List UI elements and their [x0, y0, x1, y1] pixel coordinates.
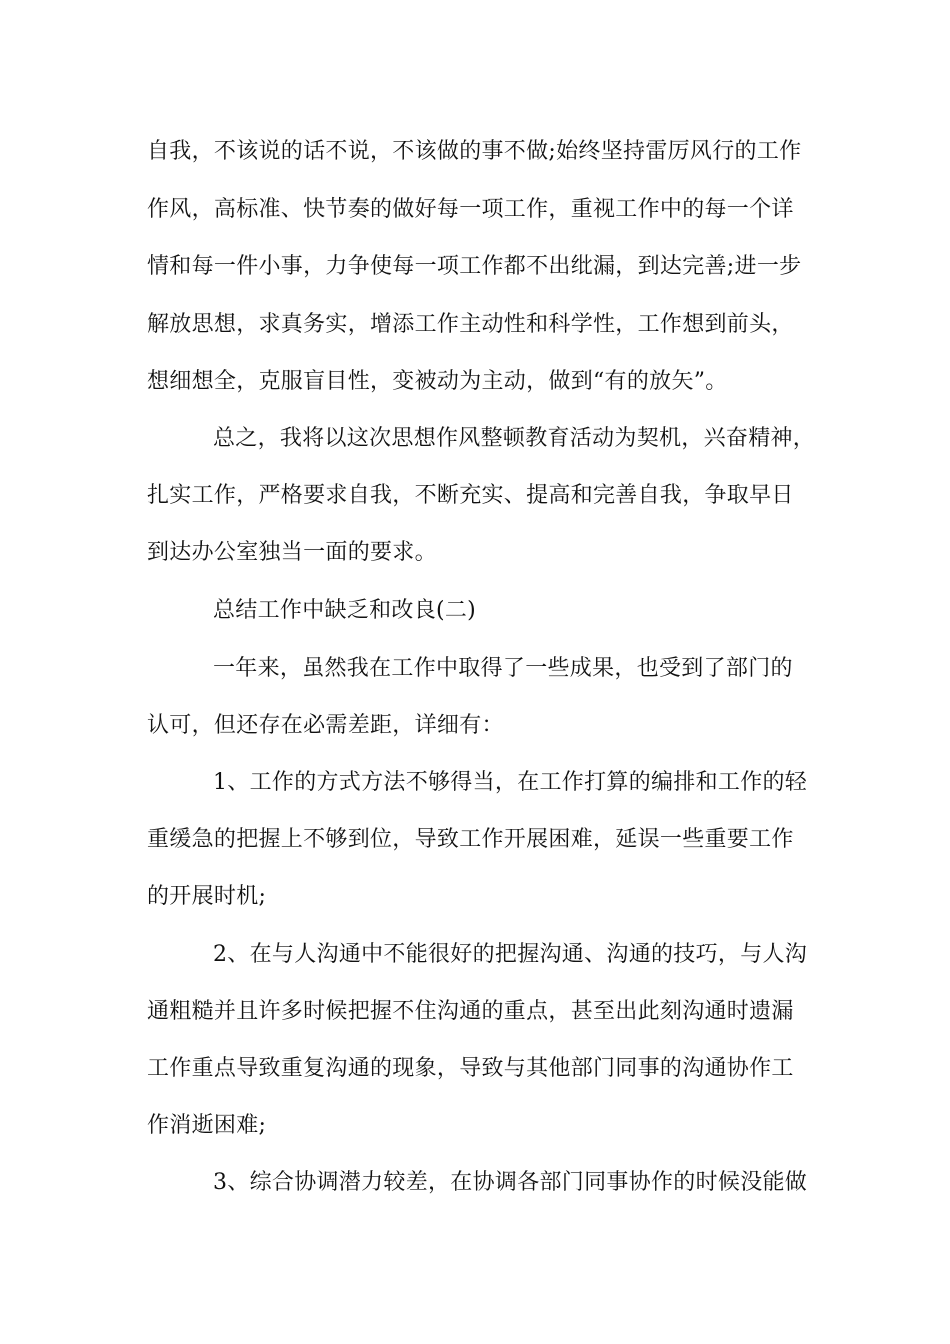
- paragraph-start: 一年来，虽然我在工作中取得了一些成果，也受到了部门的: [213, 656, 793, 681]
- text-line: 自我，不该说的话不说，不该做的事不做;始终坚持雷厉风行的工作: [147, 139, 802, 164]
- text-line: 作风，高标准、快节奏的做好每一项工作，重视工作中的每一个详: [147, 197, 794, 222]
- section-heading: 总结工作中缺乏和改良(二): [213, 598, 477, 623]
- paragraph-start: 总之，我将以这次思想作风整顿教育活动为契机，兴奋精神，: [213, 426, 816, 451]
- text-line: 解放思想，求真务实，增添工作主动性和科学性，工作想到前头，: [147, 312, 794, 337]
- text-line: 想细想全，克服盲目性，变被动为主动，做到“有的放矢”。: [147, 369, 728, 394]
- text-line: 扎实工作，严格要求自我，不断充实、提高和完善自我，争取早日: [147, 483, 794, 508]
- text-line: 情和每一件小事，力争使每一项工作都不出纰漏，到达完善;进一步: [147, 254, 802, 279]
- list-item-start: 3、综合协调潜力较差，在协调各部门同事协作的时候没能做: [213, 1170, 808, 1195]
- text-line: 到达办公室独当一面的要求。: [147, 540, 437, 565]
- text-line: 重缓急的把握上不够到位，导致工作开展困难，延误一些重要工作: [147, 827, 794, 852]
- text-line: 的开展时机;: [147, 884, 267, 909]
- text-line: 作消逝困难;: [147, 1113, 267, 1138]
- text-line: 认可，但还存在必需差距，详细有：: [147, 713, 504, 738]
- list-item-start: 2、在与人沟通中不能很好的把握沟通、沟通的技巧，与人沟: [213, 942, 808, 967]
- list-item-start: 1、工作的方式方法不够得当，在工作打算的编排和工作的轻: [213, 770, 808, 795]
- text-line: 工作重点导致重复沟通的现象，导致与其他部门同事的沟通协作工: [147, 1056, 794, 1081]
- text-line: 通粗糙并且许多时候把握不住沟通的重点，甚至出此刻沟通时遗漏: [147, 999, 794, 1024]
